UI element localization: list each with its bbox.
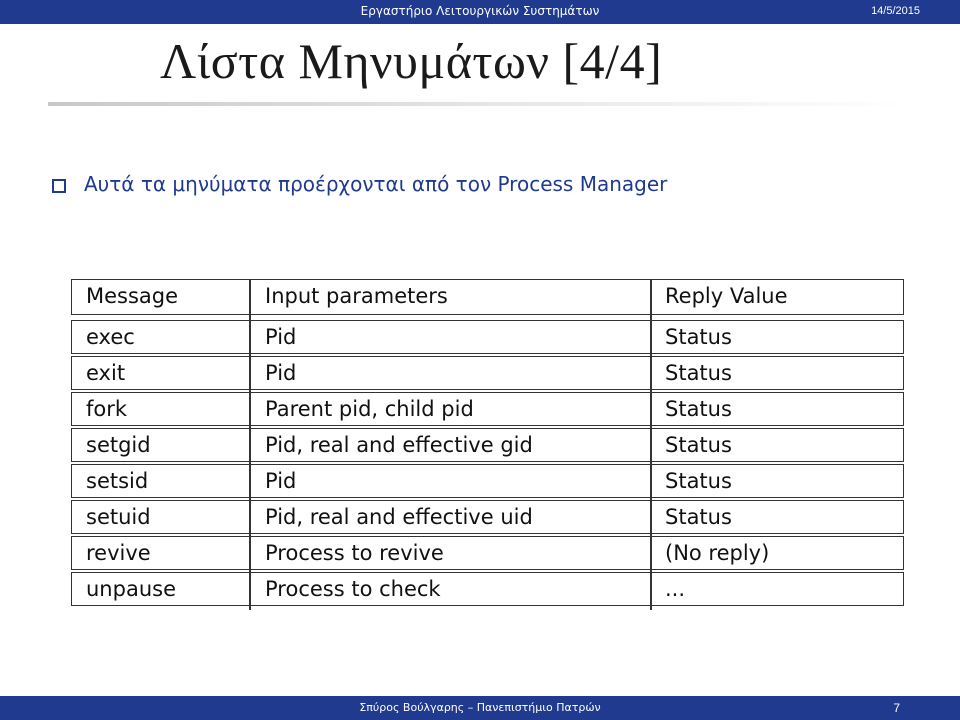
table-row xyxy=(71,428,904,462)
message-cell: fork xyxy=(86,397,128,421)
column-header-input: Input parameters xyxy=(265,284,448,308)
table-header-row xyxy=(71,279,904,315)
input-cell: Pid xyxy=(265,361,297,385)
reply-cell: Status xyxy=(665,433,732,457)
square-bullet-icon xyxy=(52,179,66,193)
input-cell: Parent pid, child pid xyxy=(265,397,474,421)
slide-title: Λίστα Μηνυμάτων [4/4] xyxy=(160,33,663,89)
table-row xyxy=(71,356,904,390)
table-row xyxy=(71,572,904,606)
reply-cell: Status xyxy=(665,325,732,349)
input-cell: Process to revive xyxy=(265,541,444,565)
message-cell: setgid xyxy=(86,433,151,457)
column-header-message: Message xyxy=(86,284,179,308)
column-divider xyxy=(650,279,652,610)
reply-cell: ... xyxy=(665,577,686,601)
input-cell: Process to check xyxy=(265,577,441,601)
table-row xyxy=(71,500,904,534)
bullet-text: Αυτά τα μηνύματα προέρχονται από τον Process Manager xyxy=(84,172,668,196)
column-divider xyxy=(249,279,251,610)
reply-cell: Status xyxy=(665,397,732,421)
message-cell: setuid xyxy=(86,505,151,529)
table-row xyxy=(71,536,904,570)
reply-cell: Status xyxy=(665,361,732,385)
input-cell: Pid, real and effective uid xyxy=(265,505,533,529)
input-cell: Pid xyxy=(265,325,297,349)
message-cell: unpause xyxy=(86,577,176,601)
input-cell: Pid xyxy=(265,469,297,493)
table-row xyxy=(71,464,904,498)
table-row xyxy=(71,392,904,426)
header-bar xyxy=(0,0,960,24)
page-number: 7 xyxy=(893,701,900,715)
message-cell: exit xyxy=(86,361,126,385)
message-cell: exec xyxy=(86,325,135,349)
title-underline xyxy=(48,102,910,106)
column-header-reply: Reply Value xyxy=(665,284,788,308)
messages-table xyxy=(71,279,904,608)
reply-cell: Status xyxy=(665,505,732,529)
slide-date: 14/5/2015 xyxy=(871,5,920,17)
reply-cell: Status xyxy=(665,469,732,493)
reply-cell: (No reply) xyxy=(665,541,770,565)
input-cell: Pid, real and effective gid xyxy=(265,433,533,457)
course-title: Εργαστήριο Λειτουργικών Συστημάτων xyxy=(360,4,600,18)
table-row xyxy=(71,320,904,354)
message-cell: setsid xyxy=(86,469,149,493)
footer-author: Σπύρος Βούλγαρης – Πανεπιστήμιο Πατρών xyxy=(359,701,601,714)
footer-bar xyxy=(0,696,960,720)
message-cell: revive xyxy=(86,541,151,565)
